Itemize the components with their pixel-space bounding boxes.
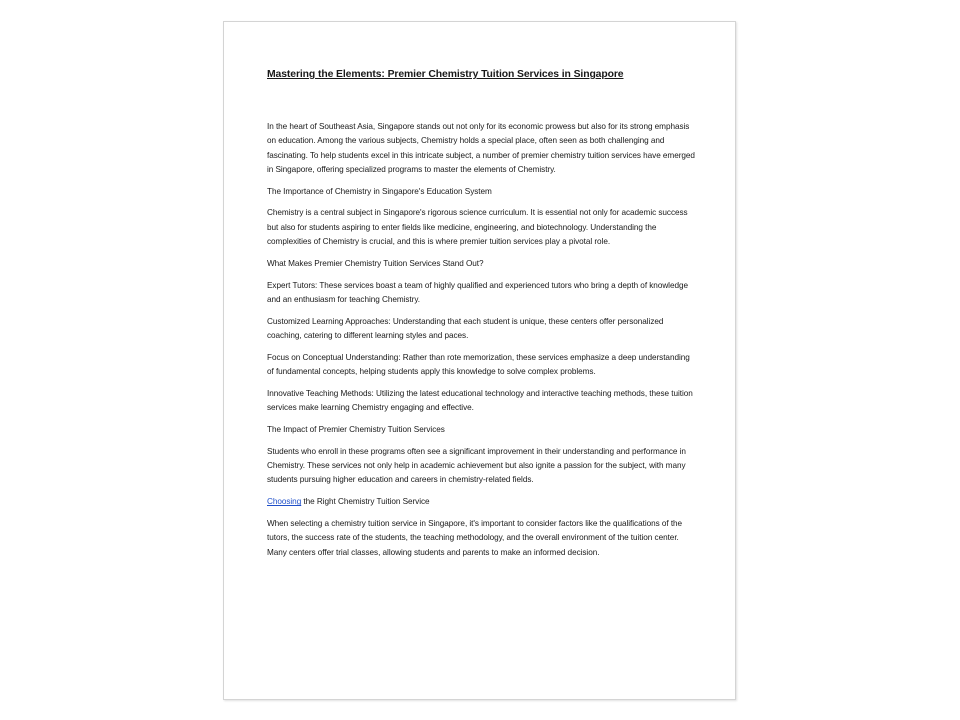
section-heading-impact: The Impact of Premier Chemistry Tuition Services [267,425,445,435]
choosing-paragraph: When selecting a chemistry tuition service in Singapore, it's important to consider factors like the qualifications of the tutors, the success rate of the students, the teaching methodology, and the overall environment of the tuition center. Many centers offer trial classes, allowing students and parents to make an informed decision. [267,519,683,557]
standout-item-expert-tutors: Expert Tutors: These services boast a team of highly qualified and experienced tutors who bring a depth of knowledge and an enthusiasm for teaching Chemistry. [267,280,688,304]
section-heading-importance: The Importance of Chemistry in Singapore's Education System [267,186,492,196]
section-heading-standout: What Makes Premier Chemistry Tuition Services Stand Out? [267,258,484,268]
importance-paragraph: Chemistry is a central subject in Singapore's rigorous science curriculum. It is essential not only for academic success but also for students aspiring to enter fields like medicine, engineering, and biotechnology. Understanding the complexities of Chemistry is crucial, and this is where premier tuition services play a pivotal role. [267,208,688,247]
choosing-link[interactable]: Choosing [267,497,302,507]
section-heading-choosing-rest: the Right Chemistry Tuition Service [301,497,430,507]
standout-item-customized-learning: Customized Learning Approaches: Understanding that each student is unique, these centers offer personalized coaching, catering to different learning styles and paces. [267,316,664,341]
section-heading-choosing [267,495,697,509]
document-page [223,21,736,700]
impact-paragraph: Students who enroll in these programs often see a significant improvement in their understanding and performance in Chemistry. These services not only help in academic achievement but also ignite a passion for the subject, with many students pursuing higher education and careers in chemistry-related fields. [267,446,686,485]
standout-item-conceptual-understanding: Focus on Conceptual Understanding: Rather than rote memorization, these services emphasize a deep understanding of fundamental concepts, helping students apply this knowledge to solve complex problems. [267,352,690,377]
intro-paragraph: In the heart of Southeast Asia, Singapore stands out not only for its economic prowess but also for its strong emphasis on education. Among the various subjects, Chemistry holds a special place, often seen as both challenging and fascinating. To help students excel in this intricate subject, a number of premier chemistry tuition services have emerged in Singapore, offering specialized programs to master the elements of Chemistry. [267,122,695,174]
standout-item-innovative-methods: Innovative Teaching Methods: Utilizing the latest educational technology and interactive teaching methods, these tuition services make learning Chemistry engaging and effective. [267,388,693,413]
page-content [267,68,697,567]
document-title: Mastering the Elements: Premier Chemistry Tuition Services in Singapore [267,69,624,80]
